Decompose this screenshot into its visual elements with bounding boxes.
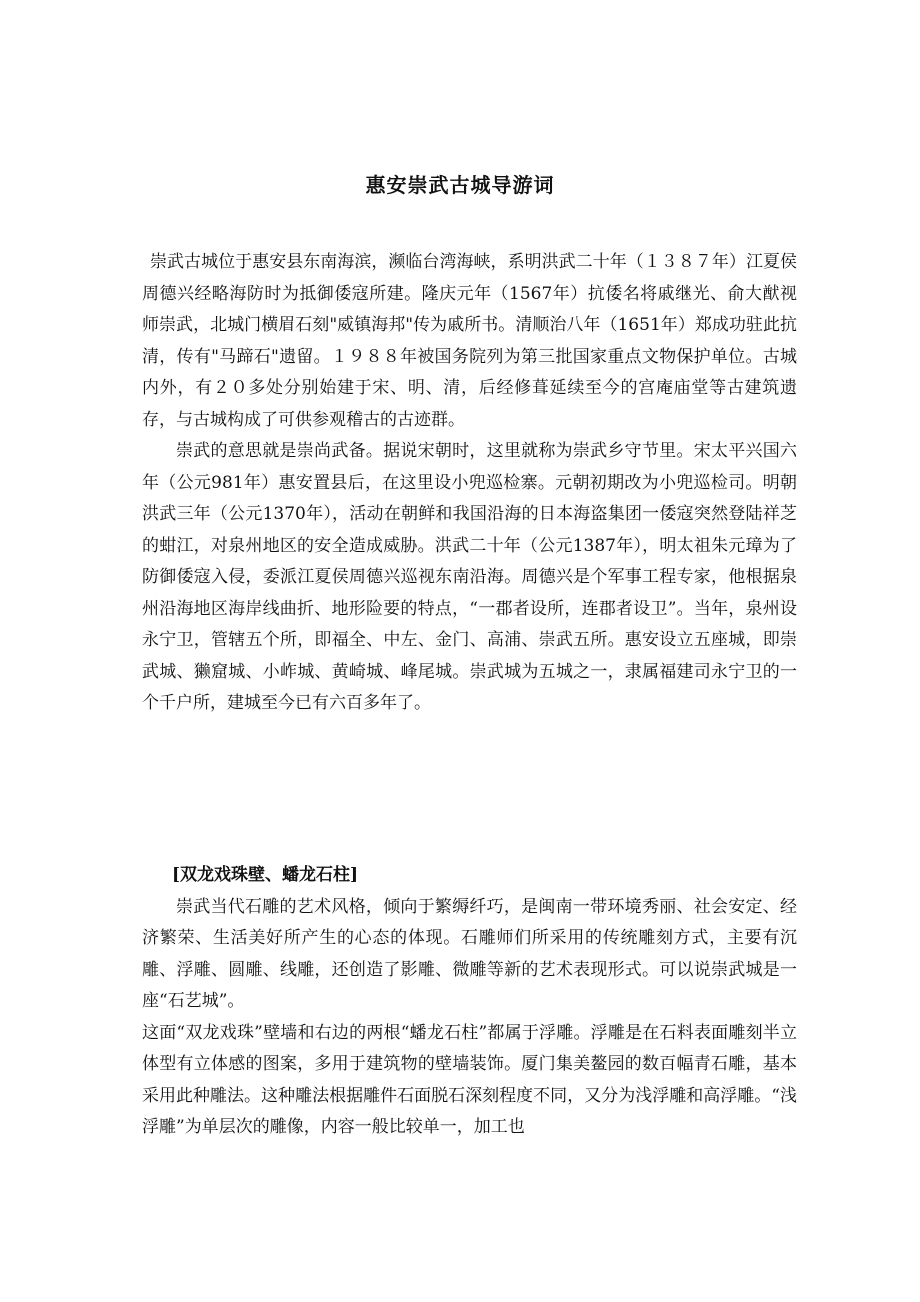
intro-section xyxy=(142,247,797,720)
section-heading: [双龙戏珠壁、蟠龙石柱] xyxy=(172,865,359,885)
paragraph-overview: 崇武古城位于惠安县东南海滨，濒临台湾海峡，系明洪武二十年（１３８７年）江夏侯周德兴经略海防时为抵御倭寇所建。隆庆元年（1567年）抗倭名将戚继光、俞大猷视师崇武，北城门横眉石刻"威镇海邦"传为戚所书。清顺治八年（1651年）郑成功驻此抗清，传有"马蹄石"遗留。１９８８年被国务院列为第三批国家重点文物保护单位。古城内外，有２０多处分别始建于宋、明、清，后经修葺延续至今的宫庵庙堂等古建筑遗存，与古城构成了可供参观稽古的古迹群。 xyxy=(142,252,797,430)
paragraph-carving-style: 崇武当代石雕的艺术风格，倾向于繁缛纤巧，是闽南一带环境秀丽、社会安定、经济繁荣、生活美好所产生的心态的体现。石雕师们所采用的传统雕刻方式，主要有沉雕、浮雕、圆雕、线雕，还创造了影雕、微雕等新的艺术表现形式。可以说崇武城是一座“石艺城”。 xyxy=(142,896,797,1011)
paragraph-history: 崇武的意思就是崇尚武备。据说宋朝时，这里就称为崇武乡守节里。宋太平兴国六年（公元981年）惠安置县后，在这里设小兜巡检寨。元朝初期改为小兜巡检司。明朝洪武三年（公元1370年），活动在朝鲜和我国沿海的日本海盗集团一倭寇突然登陆祥芝的蚶江，对泉州地区的安全造成威胁。洪武二十年（公元1387年），明太祖朱元璋为了防御倭寇入侵，委派江夏侯周德兴巡视东南沿海。周德兴是个军事工程专家，他根据泉州沿海地区海岸线曲折、地形险要的特点，“一郡者设所，连郡者设卫”。当年，泉州设永宁卫，管辖五个所，即福全、中左、金门、高浦、崇武五所。惠安设立五座城，即崇武城、獭窟城、小岞城、黄崎城、峰尾城。崇武城为五城之一，隶属福建司永宁卫的一个千户所，建城至今已有六百多年了。 xyxy=(142,441,797,713)
stone-carving-section xyxy=(142,860,797,1144)
document-title: 惠安崇武古城导游词 xyxy=(365,173,555,197)
paragraph-relief-carving: 这面“双龙戏珠”壁墙和右边的两根“蟠龙石柱”都属于浮雕。浮雕是在石料表面雕刻半立体型有立体感的图案，多用于建筑物的壁墙装饰。厦门集美鳌园的数百幅青石雕，基本采用此种雕法。这种雕法根据雕件石面脱石深刻程度不同，又分为浅浮雕和高浮雕。“浅浮雕”为单层次的雕像，内容一般比较单一，加工也 xyxy=(142,1022,797,1137)
